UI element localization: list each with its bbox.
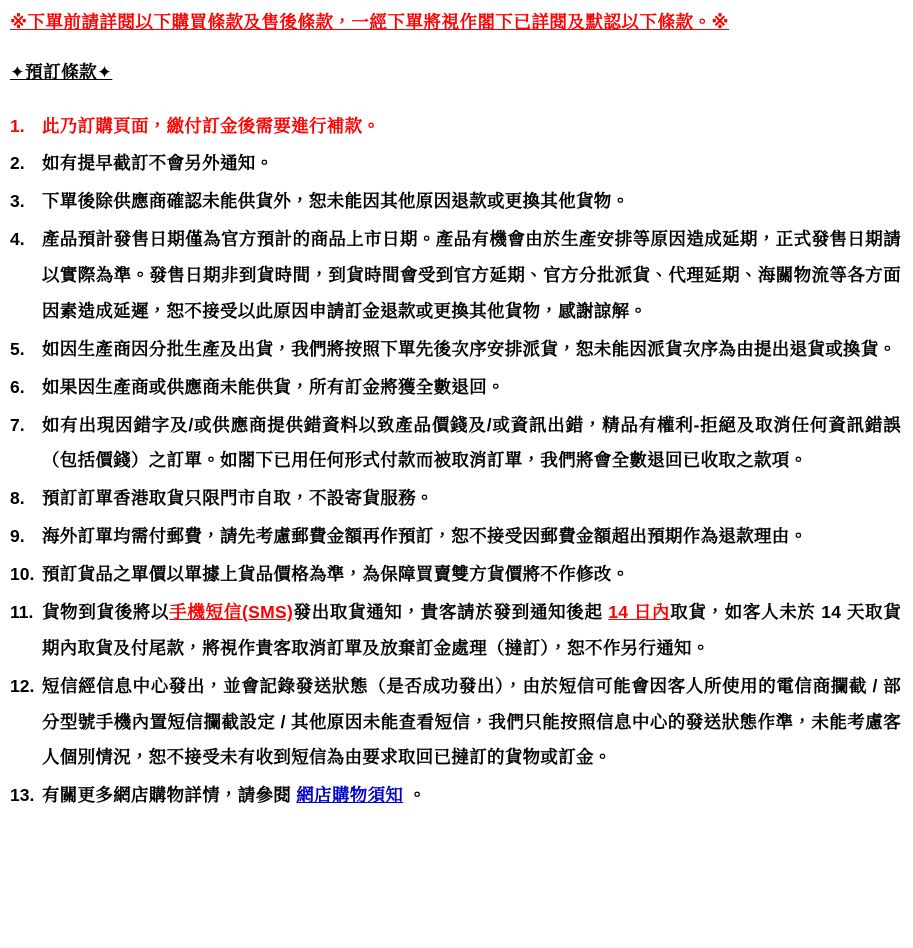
term-segment: 如果因生產商或供應商未能供貨，所有訂金將獲全數退回。 <box>42 376 505 397</box>
term-text <box>42 370 901 406</box>
term-text <box>42 146 901 182</box>
term-number: 12. <box>10 675 35 696</box>
shop-guide-link[interactable]: 網店購物須知 <box>296 785 404 806</box>
term-number: 10. <box>10 564 35 584</box>
term-segment: 如有提早截訂不會另外通知。 <box>42 153 274 174</box>
term-item-11 <box>10 595 901 667</box>
term-item-5 <box>10 332 901 368</box>
term-item-3 <box>10 184 901 220</box>
term-text <box>42 408 901 480</box>
term-segment: 預訂貨品之單價以單據上貨品價格為準，為保障買賣雙方貨價將不作修改。 <box>42 564 630 584</box>
term-segment: 貨物到貨後將以 <box>42 601 170 622</box>
term-segment: 下單後除供應商確認未能供貨外，恕未能因其他原因退款或更換其他貨物。 <box>42 191 630 212</box>
term-text <box>42 595 901 667</box>
term-highlight: 手機短信(SMS) <box>169 601 294 622</box>
term-segment: 此乃訂購頁面，繳付訂金後需要進行補款。 <box>42 115 381 136</box>
term-text <box>42 184 901 220</box>
term-item-12 <box>10 669 901 777</box>
term-number: 13. <box>10 785 35 806</box>
term-text <box>42 669 901 777</box>
term-segment: 如因生產商因分批生產及出貨，我們將按照下單先後次序安排派貨，恕未能因派貨次序為由提出退貨或換貨。 <box>42 338 897 359</box>
term-item-13 <box>10 778 901 814</box>
term-text <box>42 222 901 330</box>
term-text <box>42 557 901 593</box>
term-segment: 海外訂單均需付郵費，請先考慮郵費金額再作預訂，恕不接受因郵費金額超出預期作為退款理由。 <box>42 526 808 547</box>
term-number: 3. <box>10 191 25 212</box>
term-item-4 <box>10 222 901 330</box>
term-segment: 產品預計發售日期僅為官方預計的商品上市日期。產品有機會由於生產安排等原因造成延期，正式發售日期請以實際為準。發售日期非到貨時間，到貨時間會受到官方延期、官方分批派貨、代理延期、海關物流等各方面因素造成延遲，恕不接受以此原因申請訂金退款或更換其他貨物，感謝諒解。 <box>42 229 901 321</box>
term-segment: 短信經信息中心發出，並會記錄發送狀態（是否成功發出），由於短信可能會因客人所使用的電信商攔截 / 部分型號手機內置短信攔截設定 / 其他原因未能查看短信，我們只能按照信息中心的發送狀態作準，未能考慮客人個別情況，恕不接受未有收到短信為由要求取回已撻訂的貨物或訂金。 <box>42 675 901 768</box>
term-number: 9. <box>10 526 25 547</box>
term-item-9 <box>10 519 901 555</box>
term-text <box>42 519 901 555</box>
terms-list <box>10 109 901 815</box>
purchase-warning-title: ※下單前請詳閱以下購買條款及售後條款，一經下單將視作閣下已詳閱及默認以下條款。※ <box>10 12 730 32</box>
term-segment: 有關更多網店購物詳情，請參閱 <box>42 785 297 806</box>
term-text <box>42 481 901 517</box>
section-title-preorder-terms: ✦預訂條款✦ <box>10 62 113 82</box>
term-item-1 <box>10 109 901 145</box>
term-number: 7. <box>10 414 25 435</box>
term-number: 5. <box>10 338 25 359</box>
term-segment: 取貨，如客人未於 14 天取貨期內取貨及付尾款，將視作貴客取消訂單及放棄訂金處理（撻訂），恕不作另行通知。 <box>42 601 901 658</box>
term-item-10 <box>10 557 901 593</box>
term-highlight: 14 日內 <box>608 601 671 622</box>
term-text <box>42 332 901 368</box>
term-text <box>42 109 901 145</box>
term-item-6 <box>10 370 901 406</box>
term-segment: 。 <box>403 785 427 806</box>
term-segment: 預訂訂單香港取貨只限門市自取，不設寄貨服務。 <box>42 488 434 509</box>
term-item-2 <box>10 146 901 182</box>
term-number: 6. <box>10 376 25 397</box>
term-number: 1. <box>10 115 25 136</box>
term-number: 8. <box>10 488 25 509</box>
term-segment: 發出取貨通知，貴客請於發到通知後起 <box>293 601 609 622</box>
term-number: 4. <box>10 229 25 250</box>
term-item-8 <box>10 481 901 517</box>
term-text <box>42 778 901 814</box>
preorder-terms-document <box>10 8 901 814</box>
term-item-7 <box>10 408 901 480</box>
term-segment: 如有出現因錯字及/或供應商提供錯資料以致產品價錢及/或資訊出錯，精品有權利-拒絕及取消任何資訊錯誤（包括價錢）之訂單。如閣下已用任何形式付款而被取消訂單，我們將會全數退回已收取之款項。 <box>42 414 901 471</box>
term-number: 11. <box>10 601 34 622</box>
term-number: 2. <box>10 153 25 174</box>
